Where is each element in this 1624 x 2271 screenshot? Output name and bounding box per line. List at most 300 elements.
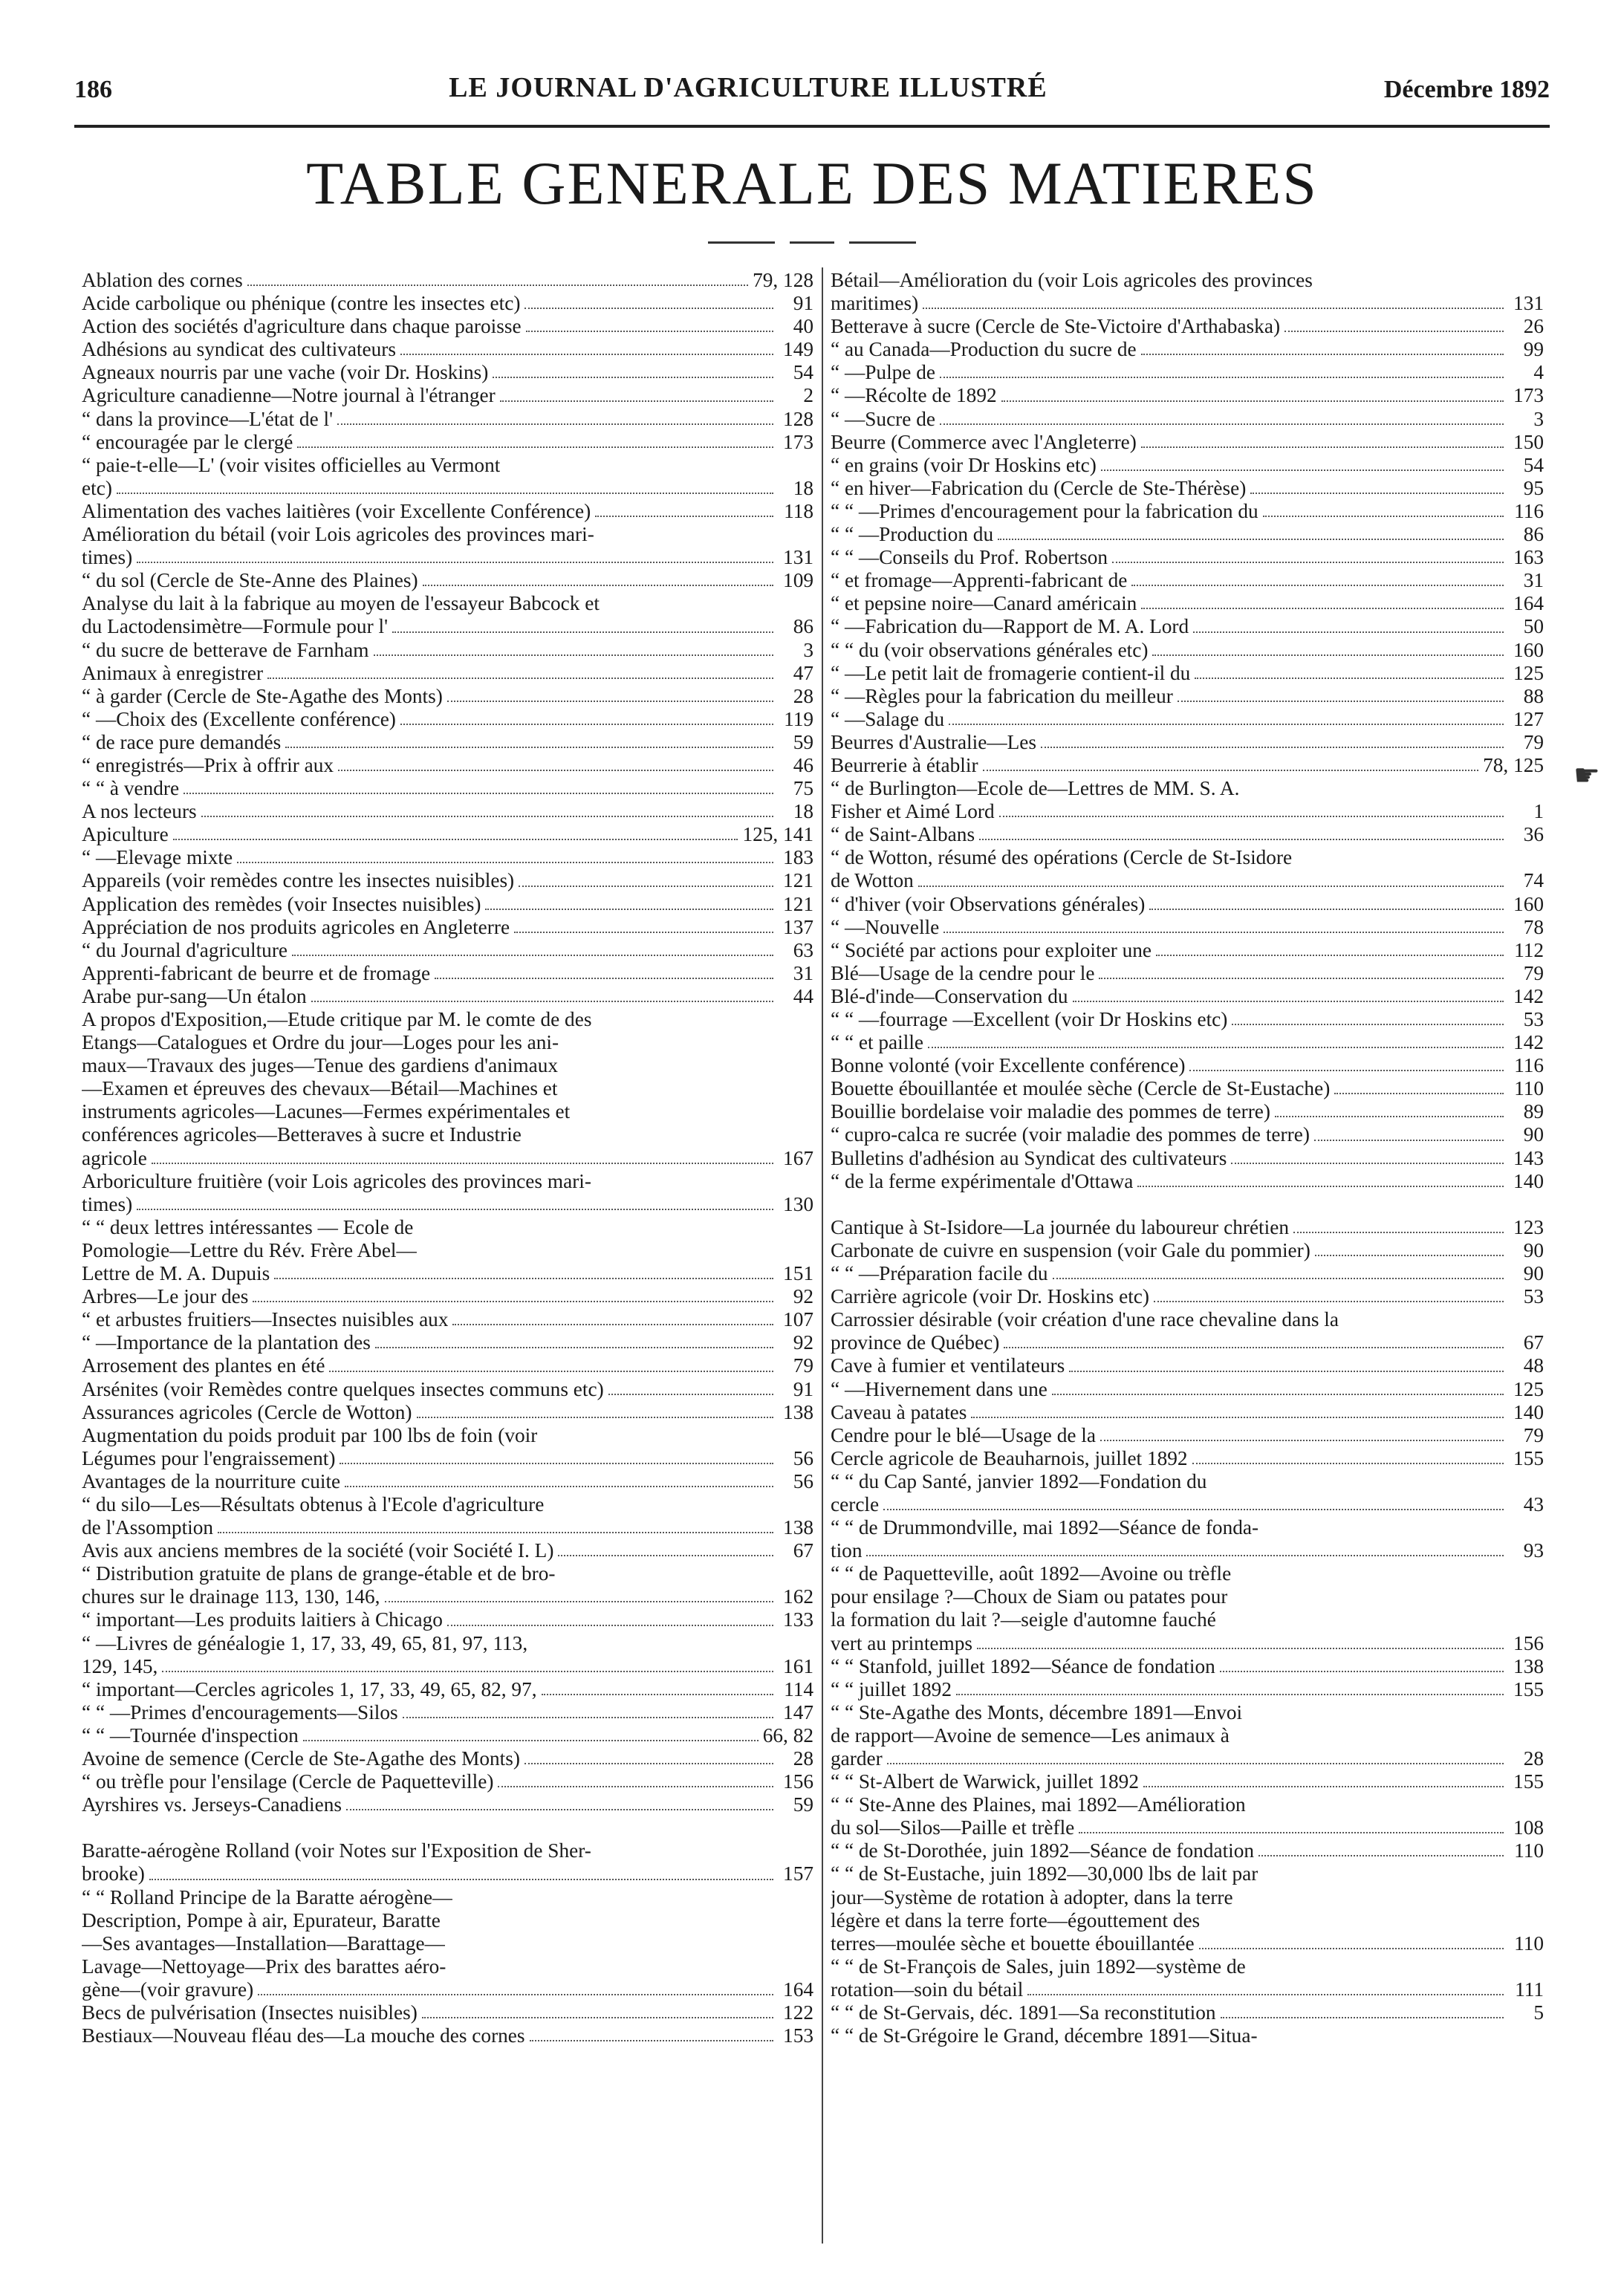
index-entry	[82, 1724, 813, 1747]
index-entry	[831, 384, 1544, 407]
entry-text: Arabe pur-sang—Un étalon	[82, 984, 307, 1007]
leader-dots	[303, 1740, 759, 1741]
entry-text: Blé-d'inde—Conservation du	[831, 984, 1068, 1007]
index-entry	[831, 869, 1544, 892]
leader-dots	[1220, 1671, 1504, 1672]
index-entry	[82, 962, 813, 985]
index-entry	[82, 1378, 813, 1401]
index-entry	[82, 1100, 813, 1123]
index-entry	[831, 1747, 1544, 1770]
entry-text: “ —Le petit lait de fromagerie contient-il du	[831, 661, 1191, 684]
page-reference: 125, 141	[742, 823, 813, 846]
leader-dots	[1231, 1163, 1504, 1164]
entry-text: Fisher et Aimé Lord	[831, 800, 995, 823]
page-reference: 5	[1533, 2001, 1544, 2024]
entry-text: Ablation des cornes	[82, 269, 243, 291]
leader-dots	[1079, 1832, 1504, 1833]
entry-text: “ “ du (voir observations générales etc)	[831, 638, 1149, 661]
page-reference: 90	[1523, 1238, 1544, 1261]
entry-text: “ en grains (voir Dr Hoskins etc)	[831, 453, 1097, 476]
page-reference: 173	[783, 430, 813, 453]
index-entry	[82, 1308, 813, 1331]
leader-dots	[173, 839, 738, 840]
entry-text: Bulletins d'adhésion au Syndicat des cultivateurs	[831, 1146, 1227, 1169]
leader-dots	[1099, 978, 1504, 979]
entry-text: Amélioration du bétail (voir Lois agricoles des provinces mari-	[82, 523, 594, 546]
entry-text: Beurrerie à établir	[831, 753, 978, 776]
entry-text: Bonne volonté (voir Excellente conférence)	[831, 1054, 1186, 1077]
page-reference: 111	[1515, 1978, 1544, 2001]
leader-dots	[530, 2040, 773, 2041]
index-entry	[831, 1308, 1544, 1331]
leader-dots	[149, 1879, 773, 1880]
leader-dots	[883, 1509, 1504, 1510]
leader-dots	[1293, 1232, 1504, 1233]
index-entry	[82, 1932, 813, 1955]
page-reference: 138	[783, 1516, 813, 1539]
index-entry	[831, 1031, 1544, 1054]
index-entry	[82, 1031, 813, 1054]
index-entry	[831, 1862, 1544, 1885]
page-reference: 107	[783, 1308, 813, 1331]
page-reference: 156	[783, 1770, 813, 1793]
leader-dots	[1156, 955, 1504, 956]
leader-dots	[1027, 1994, 1504, 1995]
page-reference: 90	[1523, 1262, 1544, 1285]
leader-dots	[1001, 400, 1504, 402]
leader-dots	[1284, 331, 1504, 332]
entry-text: “ —Hivernement dans une	[831, 1377, 1048, 1400]
index-entry	[82, 546, 813, 569]
entry-text: “ “ —Primes d'encouragement pour la fabrication du	[831, 499, 1258, 522]
page-reference: 56	[793, 1469, 813, 1492]
index-column-right	[831, 269, 1544, 2047]
index-entry	[831, 2024, 1544, 2047]
entry-text: gène—(voir gravure)	[82, 1978, 254, 2001]
index-entry	[82, 1054, 813, 1077]
page-reference: 46	[793, 753, 813, 776]
page-reference: 164	[783, 1978, 813, 2001]
entry-text: Augmentation du poids produit par 100 lbs de foin (voir	[82, 1423, 538, 1446]
index-entry	[831, 1147, 1544, 1170]
leader-dots	[1052, 1394, 1504, 1395]
leader-dots	[949, 724, 1504, 725]
leader-dots	[392, 631, 773, 633]
index-entry	[82, 1008, 813, 1031]
index-entry	[82, 1909, 813, 1932]
index-entry	[82, 315, 813, 338]
index-entry	[82, 2001, 813, 2024]
page-reference: 142	[1513, 1031, 1544, 1054]
leader-dots	[1131, 585, 1504, 586]
index-entry	[82, 1608, 813, 1631]
leader-dots	[1141, 446, 1504, 448]
page-reference: 1	[1533, 800, 1544, 823]
index-entry	[82, 1978, 813, 2001]
index-entry	[831, 939, 1544, 962]
leader-dots	[247, 285, 748, 286]
page-reference: 79	[1523, 961, 1544, 984]
page-reference: 142	[1513, 984, 1544, 1007]
index-entry	[831, 1909, 1544, 1932]
leader-dots	[337, 423, 773, 425]
page-reference: 53	[1523, 1285, 1544, 1308]
leader-dots	[162, 1671, 773, 1672]
leader-dots	[435, 978, 773, 979]
index-entry	[831, 569, 1544, 592]
entry-text: etc)	[82, 476, 112, 499]
entry-text: la formation du lait ?—seigle d'automne fauché	[831, 1608, 1216, 1631]
leader-dots	[1154, 1301, 1504, 1302]
index-entry	[82, 1655, 813, 1678]
page-reference: 110	[1514, 1077, 1544, 1100]
index-entry	[82, 1701, 813, 1724]
leader-dots	[923, 308, 1504, 309]
entry-text: Caveau à patates	[831, 1400, 967, 1423]
entry-text: de rapport—Avoine de semence—Les animaux à	[831, 1723, 1230, 1747]
entry-text: Ayrshires vs. Jerseys-Canadiens	[82, 1793, 342, 1816]
index-entry	[82, 1123, 813, 1146]
page-reference: 151	[783, 1262, 813, 1285]
entry-text: légère et dans la terre forte—égouttement des	[831, 1908, 1201, 1932]
page-reference: 149	[783, 338, 813, 361]
leader-dots	[542, 1694, 773, 1695]
entry-text: Bouillie bordelaise voir maladie des pommes de terre)	[831, 1100, 1271, 1123]
index-entry	[82, 1839, 813, 1862]
leader-dots	[400, 354, 773, 355]
leader-dots	[979, 839, 1504, 840]
leader-dots	[1112, 562, 1504, 563]
entry-text: brooke)	[82, 1862, 145, 1885]
index-entry	[831, 431, 1544, 454]
page-reference: 18	[793, 800, 813, 823]
page-reference: 133	[783, 1608, 813, 1631]
page-reference: 95	[1523, 476, 1544, 499]
index-entry	[831, 985, 1544, 1008]
index-entry	[831, 500, 1544, 523]
entry-text: “ en hiver—Fabrication du (Cercle de Ste-Thérèse)	[831, 476, 1247, 499]
page-reference: 164	[1513, 592, 1544, 615]
entry-text: instruments agricoles—Lacunes—Fermes expérimentales et	[82, 1100, 571, 1123]
page-reference: 91	[793, 292, 813, 315]
index-column-left	[82, 269, 813, 2047]
page-reference: 161	[783, 1654, 813, 1677]
journal-title: LE JOURNAL D'AGRICULTURE ILLUSTRÉ	[449, 72, 1048, 103]
entry-text: Assurances agricoles (Cercle de Wotton)	[82, 1400, 412, 1423]
index-entry	[831, 662, 1544, 685]
leader-dots	[400, 724, 773, 725]
index-entry	[831, 685, 1544, 708]
entry-text: “ “ de Paquetteville, août 1892—Avoine ou trèfle	[831, 1562, 1232, 1585]
page-reference: 123	[1513, 1215, 1544, 1238]
entry-text: “ —Pulpe de	[831, 361, 936, 384]
leader-dots	[1221, 2017, 1504, 2018]
entry-text: “ de Burlington—Ecole de—Lettres de MM. S. A.	[831, 777, 1240, 800]
index-entry	[82, 408, 813, 431]
leader-dots	[524, 308, 773, 309]
index-entry	[831, 731, 1544, 754]
index-entry	[831, 523, 1544, 546]
index-entry	[831, 1701, 1544, 1724]
index-entry	[82, 569, 813, 592]
leader-dots	[498, 1786, 773, 1787]
entry-text: Cendre pour le blé—Usage de la	[831, 1423, 1097, 1446]
entry-text: “ “ Rolland Principe de la Baratte aérogène—	[82, 1885, 453, 1908]
leader-dots	[423, 585, 773, 586]
page-reference: 122	[783, 2001, 813, 2024]
page-reference: 143	[1513, 1146, 1544, 1169]
page-reference: 63	[793, 938, 813, 961]
index-entry	[831, 1955, 1544, 1978]
page-reference: 118	[784, 499, 813, 522]
index-entry	[82, 777, 813, 800]
leader-dots	[940, 423, 1504, 425]
page-reference: 131	[783, 546, 813, 569]
index-entry	[831, 1932, 1544, 1955]
index-entry	[831, 893, 1544, 916]
entry-text: “ enregistrés—Prix à offrir aux	[82, 753, 334, 776]
index-entry	[831, 1331, 1544, 1354]
entry-text: “ “ —Conseils du Prof. Robertson	[831, 546, 1108, 569]
leader-dots	[493, 377, 773, 378]
index-entry	[82, 800, 813, 823]
entry-text: “ “ de St-Grégoire le Grand, décembre 1891—Situa-	[831, 2024, 1258, 2047]
entry-text: “ “ de St-Gervais, déc. 1891—Sa reconstitution	[831, 2001, 1216, 2024]
index-entry	[82, 615, 813, 638]
index-entry	[831, 1978, 1544, 2001]
page-reference: 67	[793, 1539, 813, 1562]
leader-dots	[452, 1324, 773, 1325]
page-reference: 116	[1514, 499, 1544, 522]
page-reference: 75	[793, 777, 813, 800]
leader-dots	[1141, 608, 1504, 609]
index-entry	[82, 985, 813, 1008]
leader-dots	[1152, 654, 1504, 656]
entry-text: Arrosement des plantes en été	[82, 1354, 325, 1377]
index-entry	[82, 1077, 813, 1100]
entry-text: Carbonate de cuivre en suspension (voir Gale du pommier)	[831, 1238, 1310, 1261]
page-reference: 66, 82	[762, 1723, 813, 1747]
index-entry	[831, 1724, 1544, 1747]
entry-text: “ “ Stanfold, juillet 1892—Séance de fondation	[831, 1654, 1215, 1677]
page-reference: 50	[1523, 615, 1544, 638]
entry-text: “ de race pure demandés	[82, 730, 282, 753]
page-reference: 167	[783, 1146, 813, 1169]
entry-text: “ et arbustes fruitiers—Insectes nuisibles aux	[82, 1308, 449, 1331]
index-entry	[82, 1793, 813, 1816]
leader-dots	[447, 701, 773, 702]
leader-dots	[375, 1347, 773, 1348]
page-reference: 116	[1514, 1054, 1544, 1077]
entry-text: “ du silo—Les—Résultats obtenus à l'Ecole d'agriculture	[82, 1492, 545, 1515]
index-entry	[831, 546, 1544, 569]
leader-dots	[1041, 747, 1504, 748]
entry-text: Apiculture	[82, 823, 169, 846]
page-reference: 54	[793, 361, 813, 384]
entry-text: “ d'hiver (voir Observations générales)	[831, 892, 1146, 915]
entry-text: de Wotton	[831, 869, 914, 892]
leader-dots	[1193, 631, 1504, 633]
index-entry	[82, 1285, 813, 1308]
page-reference: 79	[1523, 730, 1544, 753]
index-entry	[82, 2024, 813, 2047]
entry-text: “ dans la province—L'état de l'	[82, 407, 334, 430]
index-entry	[82, 1632, 813, 1655]
page-reference: 163	[1513, 546, 1544, 569]
page-reference: 90	[1523, 1123, 1544, 1146]
entry-text: “ —Livres de généalogie 1, 17, 33, 49, 65, 81, 97, 113,	[82, 1631, 528, 1654]
page-reference: 157	[783, 1862, 813, 1885]
index-entry	[831, 823, 1544, 846]
entry-text: “ —Elevage mixte	[82, 846, 233, 869]
leader-dots	[500, 400, 773, 402]
entry-text: rotation—soin du bétail	[831, 1978, 1024, 2001]
entry-text: “ —Importance de la plantation des	[82, 1331, 371, 1354]
page-reference: 3	[1533, 407, 1544, 430]
index-entry	[831, 592, 1544, 615]
leader-dots	[1137, 1186, 1504, 1187]
index-entry	[831, 1793, 1544, 1816]
entry-text: “ “ de Drummondville, mai 1892—Séance de fonda-	[831, 1516, 1259, 1539]
page-reference: 36	[1523, 823, 1544, 846]
page-reference: 48	[1523, 1354, 1544, 1377]
entry-text: “ “ Ste-Agathe des Monts, décembre 1891—Envoi	[831, 1700, 1243, 1723]
page-reference: 153	[783, 2024, 813, 2047]
index-entry	[82, 754, 813, 777]
entry-text: “ de Wotton, résumé des opérations (Cercle de St-Isidore	[831, 846, 1293, 869]
entry-text: “ —Règles pour la fabrication du meilleur	[831, 684, 1173, 707]
entry-text: Blé—Usage de la cendre pour le	[831, 961, 1095, 984]
entry-text: Baratte-aérogène Rolland (voir Notes sur l'Exposition de Sher-	[82, 1839, 591, 1862]
index-entry	[831, 1655, 1544, 1678]
page-reference: 31	[793, 961, 813, 984]
entry-text: “ “ St-Albert de Warwick, juillet 1892	[831, 1770, 1139, 1793]
entry-text: “ “ deux lettres intéressantes — Ecole de	[82, 1215, 414, 1238]
leader-dots	[999, 816, 1504, 817]
page-reference: 125	[1513, 661, 1544, 684]
leader-dots	[258, 1994, 773, 1995]
leader-dots	[1004, 1347, 1504, 1348]
entry-text: “ —Choix des (Excellente conférence)	[82, 707, 396, 730]
entry-text: Cantique à St-Isidore—La journée du laboureur chrétien	[831, 1215, 1289, 1238]
index-entry	[82, 1955, 813, 1978]
leader-dots	[514, 932, 773, 933]
index-entry	[82, 1747, 813, 1770]
index-entry	[82, 662, 813, 685]
index-entry	[82, 1262, 813, 1285]
leader-dots	[1263, 516, 1504, 517]
index-entry	[82, 869, 813, 892]
index-entry	[831, 615, 1544, 638]
entry-text: —Ses avantages—Installation—Barattage—	[82, 1932, 445, 1955]
index-entry	[831, 269, 1544, 292]
column-divider	[822, 267, 823, 2244]
entry-text: A propos d'Exposition,—Etude critique par M. le comte de des	[82, 1008, 592, 1030]
page-reference: 78	[1523, 915, 1544, 938]
leader-dots	[311, 1001, 773, 1002]
leader-dots	[292, 955, 773, 956]
index-entry	[831, 1539, 1544, 1562]
entry-text: Légumes pour l'engraissement)	[82, 1446, 336, 1469]
index-entry	[82, 1862, 813, 1885]
entry-text: Carrière agricole (voir Dr. Hoskins etc)	[831, 1285, 1150, 1308]
index-entry	[831, 1285, 1544, 1308]
page-reference: 131	[1513, 292, 1544, 315]
leader-dots	[1069, 1371, 1504, 1372]
index-entry	[82, 1585, 813, 1608]
page-reference: 4	[1533, 361, 1544, 384]
entry-text: “ “ Ste-Anne des Plaines, mai 1892—Amélioration	[831, 1793, 1246, 1816]
entry-text: “ au Canada—Production du sucre de	[831, 338, 1137, 361]
entry-text: Cave à fumier et ventilateurs	[831, 1354, 1065, 1377]
entry-text: “ —Salage du	[831, 707, 945, 730]
entry-text: “ ou trèfle pour l'ensilage (Cercle de Paquetteville)	[82, 1770, 494, 1793]
index-entry	[831, 454, 1544, 477]
page-reference: 160	[1513, 892, 1544, 915]
index-entry	[831, 1816, 1544, 1839]
leader-dots	[558, 1555, 773, 1556]
leader-dots	[340, 1463, 773, 1464]
entry-text: “ important—Cercles agricoles 1, 17, 33, 49, 65, 82, 97,	[82, 1677, 537, 1700]
entry-text: pour ensilage ?—Choux de Siam ou patates pour	[831, 1585, 1228, 1608]
leader-dots	[1141, 354, 1504, 355]
index-entry	[831, 1516, 1544, 1539]
leader-dots	[374, 654, 773, 656]
entry-text: “ —Sucre de	[831, 407, 935, 430]
leader-dots	[338, 770, 773, 771]
index-entry	[831, 338, 1544, 361]
index-entry	[82, 1562, 813, 1585]
leader-dots	[329, 1371, 773, 1372]
leader-dots	[1192, 1463, 1504, 1464]
entry-text: “ de la ferme expérimentale d'Ottawa	[831, 1169, 1134, 1192]
leader-dots	[928, 1047, 1504, 1048]
entry-text: Pomologie—Lettre du Rév. Frère Abel—	[82, 1238, 417, 1261]
index-entry	[831, 639, 1544, 662]
page-reference: 147	[783, 1700, 813, 1723]
index-entry	[82, 1886, 813, 1909]
entry-text: “ “ et paille	[831, 1031, 924, 1054]
page-reference: 28	[1523, 1747, 1544, 1770]
entry-text: “ Société par actions pour exploiter une	[831, 938, 1152, 961]
page-reference: 54	[1523, 453, 1544, 476]
leader-dots	[253, 1301, 773, 1302]
index-entry	[831, 1170, 1544, 1193]
index-entry	[82, 338, 813, 361]
leader-dots	[1101, 470, 1504, 471]
entry-text: Beurre (Commerce avec l'Angleterre)	[831, 430, 1137, 453]
page-reference: 137	[783, 915, 813, 938]
leader-dots	[385, 1601, 773, 1602]
entry-text: Avoine de semence (Cercle de Ste-Agathe des Monts)	[82, 1747, 520, 1770]
leader-dots	[417, 1417, 773, 1418]
entry-text: Arbres—Le jour des	[82, 1285, 249, 1308]
entry-text: “ “ à vendre	[82, 777, 180, 800]
page-reference: 26	[1523, 315, 1544, 338]
leader-dots	[274, 1278, 773, 1279]
leader-dots	[519, 886, 773, 887]
page-number: 186	[74, 76, 112, 103]
entry-text: Agneaux nourris par une vache (voir Dr. Hoskins)	[82, 361, 489, 384]
leader-dots	[1178, 701, 1504, 702]
index-entry	[82, 292, 813, 315]
page-reference: 160	[1513, 638, 1544, 661]
entry-text: Animaux à enregistrer	[82, 661, 264, 684]
entry-text: Description, Pompe à air, Epurateur, Baratte	[82, 1908, 441, 1932]
entry-text: garder	[831, 1747, 883, 1770]
index-entry	[82, 1147, 813, 1170]
index-entry	[831, 1378, 1544, 1401]
